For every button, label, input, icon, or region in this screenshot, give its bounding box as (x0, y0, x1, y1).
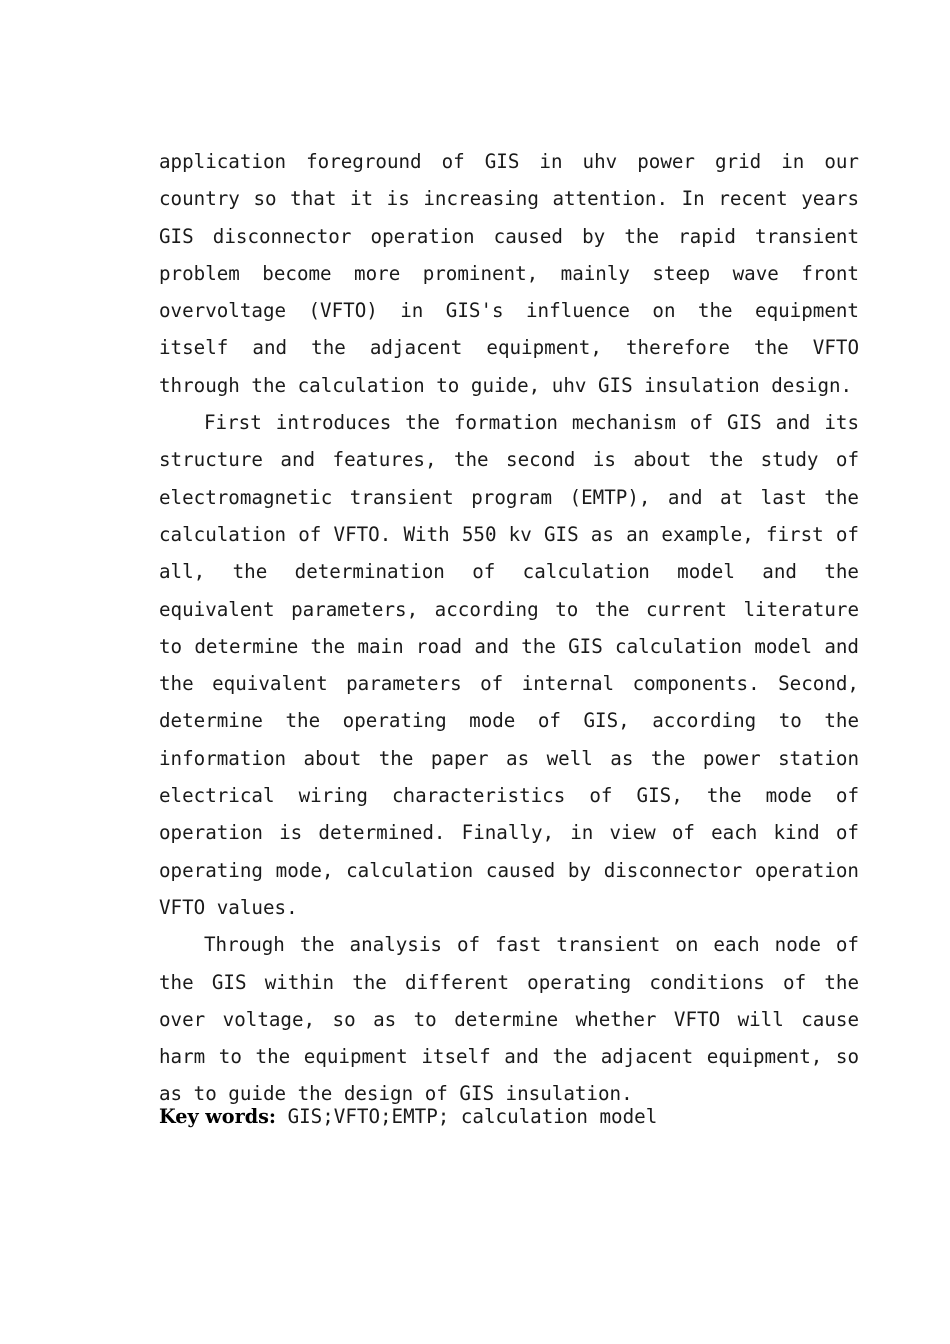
abstract-paragraph-1: application foreground of GIS in uhv power grid in our country so that it is increasing attention. In recent years GIS disconnector operation caused by the rapid transient problem become more prominent, mainly steep wave front overvoltage (VFTO) in GIS's influence on the equipment itself and the adjacent equipment, therefore the VFTO through the calculation to guide, uhv GIS insulation design. (159, 150, 859, 397)
abstract-paragraph-2: First introduces the formation mechanism of GIS and its structure and features, the second is about the study of electromagnetic transient program (EMTP), and at last the calculation of VFTO. With 550 kv GIS as an example, first of all, the determination of calculation model and the equivalent parameters, according to the current literature to determine the main road and the GIS calculation model and the equivalent parameters of internal components. Second, determine the operating mode of GIS, according to the information about the paper as well as the power station electrical wiring characteristics of GIS, the mode of operation is determined. Finally, in view of each kind of operating mode, calculation caused by disconnector operation VFTO values. (159, 411, 859, 919)
keywords-line (159, 1098, 859, 1135)
keywords-label: Key words: (159, 1105, 277, 1128)
abstract-paragraph-3: Through the analysis of fast transient on each node of the GIS within the different operating conditions of the over voltage, so as to determine whether VFTO will cause harm to the equipment itself and the adjacent equipment, so as to guide the design of GIS insulation. (159, 933, 859, 1106)
keywords-value: GIS;VFTO;EMTP; calculation model (276, 1105, 658, 1128)
abstract-body (159, 143, 859, 1113)
